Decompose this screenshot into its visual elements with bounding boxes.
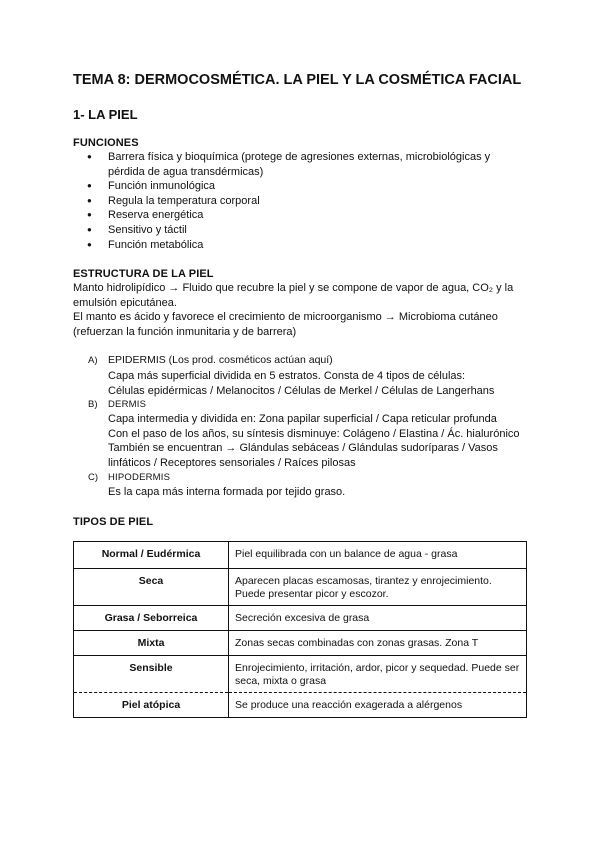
layer-line: Con el paso de los años, su síntesis disminuye: Colágeno / Elastina / Ác. hialurónico — [108, 427, 520, 440]
paragraph-line: (refuerzan la función inmunitaria y de barrera) — [73, 325, 297, 338]
funciones-list — [87, 150, 490, 252]
table-row — [74, 542, 527, 569]
layer-letter: A) — [88, 355, 98, 366]
table-row — [74, 631, 527, 656]
layer-letter: B) — [88, 399, 98, 410]
layer-line: Es la capa más interna formada por tejido graso. — [108, 486, 346, 498]
skin-desc-cell: Enrojecimiento, irritación, ardor, picor y sequedad. Puede ser seca, mixta o grasa — [229, 656, 527, 693]
skin-desc-cell: Zonas secas combinadas con zonas grasas. Zona T — [229, 631, 527, 656]
section-heading-la-piel: 1- LA PIEL — [73, 107, 138, 122]
layer-letter: C) — [88, 472, 99, 483]
table-row — [74, 569, 527, 606]
list-item: ● Reserva energética — [87, 208, 490, 223]
layer-line: linfáticos / Receptores sensoriales / Raíces pilosas — [108, 456, 356, 469]
estructura-heading: ESTRUCTURA DE LA PIEL — [73, 268, 214, 280]
tipos-heading: TIPOS DE PIEL — [73, 516, 154, 528]
layer-name-epidermis: EPIDERMIS (Los prod. cosméticos actúan aquí) — [108, 354, 333, 366]
layer-line: Células epidérmicas / Melanocitos / Células de Merkel / Células de Langerhans — [108, 384, 495, 397]
layer-body-epidermis — [108, 369, 494, 398]
layer-line: También se encuentran → Glándulas sebáceas / Glándulas sudoríparas / Vasos — [108, 442, 498, 454]
layer-body-dermis — [108, 412, 520, 470]
skin-type-cell: Piel atópica — [74, 693, 229, 718]
skin-desc-cell: Aparecen placas escamosas, tirantez y enrojecimiento. Puede presentar picor y escozor. — [229, 569, 527, 606]
estructura-paragraph — [73, 281, 513, 339]
skin-types-table — [73, 541, 527, 718]
layer-body-hipodermis — [108, 485, 345, 500]
skin-type-cell: Mixta — [74, 631, 229, 656]
list-item-continuation: pérdida de agua transdérmicas) — [108, 165, 264, 178]
list-item: ● Función metabólica — [87, 238, 490, 253]
layer-name-hipodermis: HIPODERMIS — [108, 472, 171, 483]
layer-line: Capa más superficial dividida en 5 estratos. Consta de 4 tipos de células: — [108, 370, 466, 382]
layer-name-dermis: DERMIS — [108, 399, 147, 410]
layer-line: Capa intermedia y dividida en: Zona papilar superficial / Capa reticular profunda — [108, 413, 497, 425]
table-row — [74, 656, 527, 693]
skin-type-cell: Grasa / Seborreica — [74, 606, 229, 631]
funciones-heading: FUNCIONES — [73, 137, 139, 149]
skin-type-cell: Sensible — [74, 656, 229, 693]
list-item: ● Función inmunológica — [87, 179, 490, 194]
skin-type-cell: Normal / Eudérmica — [74, 542, 229, 569]
paragraph-line: Manto hidrolipídico → Fluido que recubre la piel y se compone de vapor de agua, CO₂ y la — [73, 282, 514, 294]
page-title: TEMA 8: DERMOCOSMÉTICA. LA PIEL Y LA COSMÉTICA FACIAL — [73, 72, 522, 88]
paragraph-line: El manto es ácido y favorece el crecimiento de microorganismo → Microbioma cutáneo — [73, 311, 498, 323]
list-item: ● Sensitivo y táctil — [87, 223, 490, 238]
skin-desc-cell: Secreción excesiva de grasa — [229, 606, 527, 631]
paragraph-line: emulsión epicutánea. — [73, 296, 177, 309]
list-item: ● Regula la temperatura corporal — [87, 194, 490, 209]
list-item: ● Barrera física y bioquímica (protege de agresiones externas, microbiológicas y — [87, 150, 490, 165]
skin-desc-cell: Se produce una reacción exagerada a alérgenos — [229, 693, 527, 718]
skin-type-cell: Seca — [74, 569, 229, 606]
table-row — [74, 693, 527, 718]
skin-desc-cell: Piel equilibrada con un balance de agua - grasa — [229, 542, 527, 569]
table-row — [74, 606, 527, 631]
